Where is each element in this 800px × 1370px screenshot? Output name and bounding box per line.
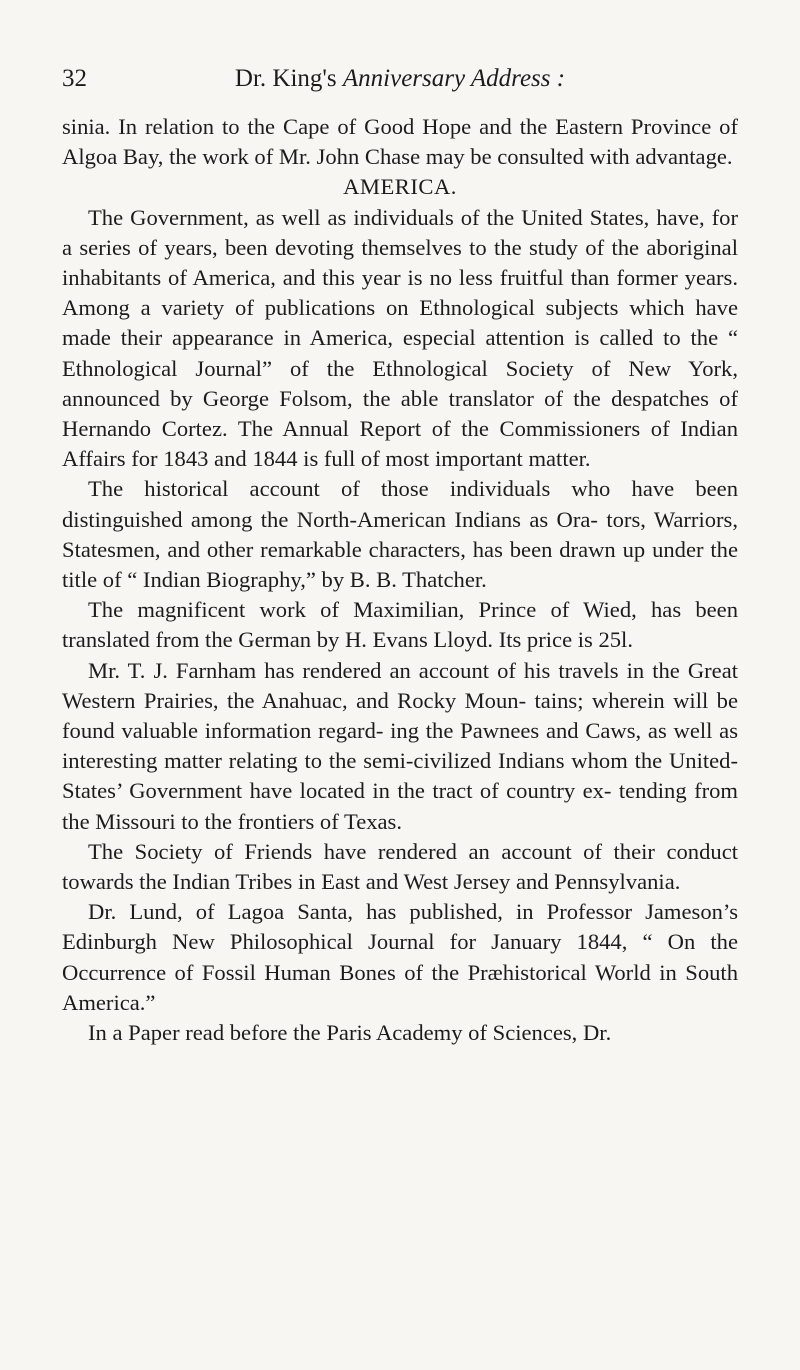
paragraph: Dr. Lund, of Lagoa Santa, has published, in Professor Jameson’s Edinburgh New Philosophical Journal for January 1844, “ On the Occurrence of Fossil Human Bones of the Præhistorical World in South America.” — [62, 899, 738, 1015]
running-title-author: Dr. King's — [234, 65, 343, 92]
paragraph-continuation: sinia. In relation to the Cape of Good Hope and the Eastern Province of Algoa Bay, the work of Mr. John Chase may be consulted with advantage. — [62, 114, 738, 170]
page-body — [62, 112, 738, 1048]
page-number: 32 — [62, 65, 87, 92]
paragraph: The Society of Friends have rendered an account of their conduct towards the Indian Tribes in East and West Jersey and Pennsylvania. — [62, 838, 738, 895]
paragraph: In a Paper read before the Paris Academy of Sciences, Dr. — [88, 1020, 612, 1046]
paragraph: The Government, as well as individuals of the United States, have, for a series of years, been devoting themselves to the study of the aboriginal inhabitants of America, and this year is no less fruitful than former years. Among a variety of publications on Ethnological subjects which have made their appearance in America, especial attention is called to the “ Ethnological Journal” of the Ethnological Society of New York, announced by George Folsom, the able translator of the despatches of Hernando Cortez. The Annual Report of the Commissioners of Indian Affairs for 1843 and 1844 is full of most important matter. — [62, 204, 738, 472]
running-head — [62, 62, 738, 96]
paragraph: The historical account of those individuals who have been distinguished among the North-American Indians as Ora- tors, Warriors, Statesmen, and other remarkable characters, has been drawn up under the title of “ Indian Biography,” by B. B. Thatcher. — [62, 476, 738, 593]
running-title — [62, 62, 738, 96]
section-heading: AMERICA. — [343, 174, 457, 200]
running-title-italic: Anniversary Address : — [342, 65, 566, 92]
paragraph: Mr. T. J. Farnham has rendered an account of his travels in the Great Western Prairies, the Anahuac, and Rocky Moun- tains; wherein will be found valuable information regard- ing the Pawnees and Caws, as well as interesting matter relating to the semi-civilized Indians whom the United- States’ Government have located in the tract of country ex- tending from the Missouri to the frontiers of Texas. — [62, 657, 738, 834]
paragraph: The magnificent work of Maximilian, Prince of Wied, has been translated from the German by H. Evans Lloyd. Its price is 25l. — [62, 597, 738, 653]
